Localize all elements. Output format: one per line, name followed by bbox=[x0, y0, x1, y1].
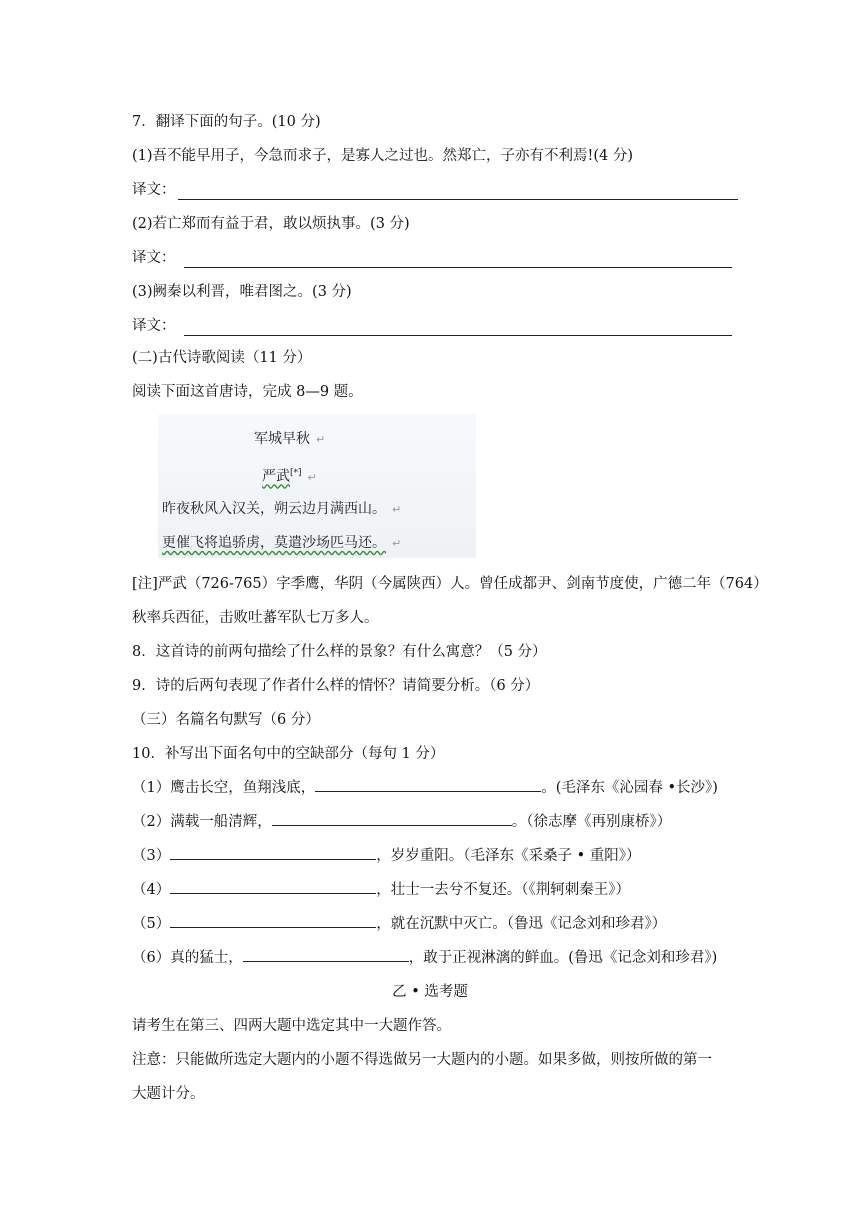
poem-line-1 bbox=[162, 500, 401, 519]
question-8: 8．这首诗的前两句描绘了什么样的景象？有什么寓意？（5 分） bbox=[132, 644, 547, 660]
answer-line-2[interactable] bbox=[132, 248, 732, 268]
fill-item-2-prefix: （2）满载一船清辉， bbox=[132, 814, 272, 830]
translation-label: 译文： bbox=[132, 318, 176, 334]
fill-blank-6[interactable] bbox=[243, 948, 409, 962]
question-7-sentence-1: (1)吾不能早用子，今急而求子，是寡人之过也。然郑亡，子亦有不利焉!(4 分) bbox=[132, 148, 634, 164]
poem-author: 严武 bbox=[262, 468, 290, 485]
optional-section-title: 乙 • 选考题 bbox=[392, 984, 468, 1000]
fill-item-6 bbox=[132, 948, 717, 968]
poem-title: 军城早秋 bbox=[254, 431, 310, 447]
optional-line-3: 大题计分。 bbox=[132, 1086, 205, 1102]
fill-item-6-source: ，敢于正视淋漓的鲜血。(鲁迅《记念刘和珍君》) bbox=[408, 950, 718, 966]
fill-item-5 bbox=[132, 914, 666, 934]
fill-item-1-prefix: （1）鹰击长空，鱼翔浅底， bbox=[132, 780, 316, 796]
question-7-sentence-2: (2)若亡郑而有益于君，敢以烦执事。(3 分) bbox=[132, 216, 410, 232]
fill-item-6-prefix: （6）真的猛士， bbox=[132, 950, 243, 966]
fill-blank-3[interactable] bbox=[170, 846, 376, 860]
paragraph-mark: ↵ bbox=[392, 537, 402, 550]
note-line-2: 秋率兵西征，击败吐蕃军队七万多人。 bbox=[132, 610, 379, 626]
fill-item-5-prefix: （5） bbox=[132, 916, 171, 932]
answer-rule bbox=[178, 185, 738, 200]
fill-blank-2[interactable] bbox=[272, 812, 512, 826]
optional-line-2: 注意：只能做所选定大题内的小题不得选做另一大题内的小题。如果多做，则按所做的第一 bbox=[132, 1052, 712, 1068]
paragraph-mark: ↵ bbox=[392, 503, 402, 516]
answer-line-1[interactable] bbox=[132, 180, 738, 200]
question-9: 9．诗的后两句表现了作者什么样的情怀？请简要分析。（6 分） bbox=[132, 678, 540, 694]
fill-item-1 bbox=[132, 778, 718, 798]
section-2-intro: 阅读下面这首唐诗，完成 8—9 题。 bbox=[132, 384, 363, 400]
poem-title-line bbox=[254, 430, 325, 449]
fill-item-2 bbox=[132, 812, 671, 832]
fill-item-3-prefix: （3） bbox=[132, 848, 171, 864]
question-7-title: 7．翻译下面的句子。(10 分) bbox=[132, 114, 321, 130]
fill-item-1-source: 。(毛泽东《沁园春 •长沙》) bbox=[541, 780, 718, 796]
answer-rule bbox=[184, 253, 732, 268]
paragraph-mark: ↵ bbox=[307, 470, 317, 484]
poem-author-line bbox=[262, 464, 317, 487]
fill-item-4 bbox=[132, 880, 630, 900]
answer-rule bbox=[184, 321, 732, 336]
fill-item-3 bbox=[132, 846, 641, 866]
section-3-title: （三）名篇名句默写（6 分） bbox=[132, 712, 320, 728]
poem-line-1-text: 昨夜秋风入汉关，朔云边月满西山。 bbox=[162, 501, 386, 517]
paragraph-mark: ↵ bbox=[316, 433, 326, 446]
section-2-title: (二)古代诗歌阅读（11 分） bbox=[132, 350, 312, 366]
answer-line-3[interactable] bbox=[132, 316, 732, 336]
poem-image bbox=[158, 414, 476, 558]
translation-label: 译文： bbox=[132, 182, 176, 198]
author-footnote-mark: [*] bbox=[290, 468, 302, 478]
fill-item-4-prefix: （4） bbox=[132, 882, 171, 898]
fill-blank-4[interactable] bbox=[170, 880, 376, 894]
optional-line-1: 请考生在第三、四两大题中选定其中一大题作答。 bbox=[132, 1018, 451, 1034]
fill-item-4-source: ，壮士一去兮不复还。（《荆轲刺秦王》） bbox=[376, 882, 630, 898]
note-line-1: [注]严武（726-765）字季鹰，华阴（今属陕西）人。曾任成都尹、剑南节度使，广德二年（764） bbox=[132, 576, 768, 592]
fill-blank-1[interactable] bbox=[315, 778, 541, 792]
question-10-title: 10．补写出下面名句中的空缺部分（每句 1 分） bbox=[132, 746, 445, 762]
poem-line-2 bbox=[162, 534, 401, 553]
fill-item-3-source: ，岁岁重阳。（毛泽东《采桑子 • 重阳》） bbox=[376, 848, 641, 864]
question-7-sentence-3: (3)阙秦以利晋，唯君图之。(3 分) bbox=[132, 284, 352, 300]
translation-label: 译文： bbox=[132, 250, 176, 266]
fill-blank-5[interactable] bbox=[170, 914, 376, 928]
poem-line-2-text: 更催飞将追骄虏，莫遣沙场匹马还。 bbox=[162, 535, 386, 551]
fill-item-2-source: 。（徐志摩《再别康桥》） bbox=[511, 814, 672, 830]
fill-item-5-source: ，就在沉默中灭亡。（鲁迅《记念刘和珍君》） bbox=[376, 916, 667, 932]
